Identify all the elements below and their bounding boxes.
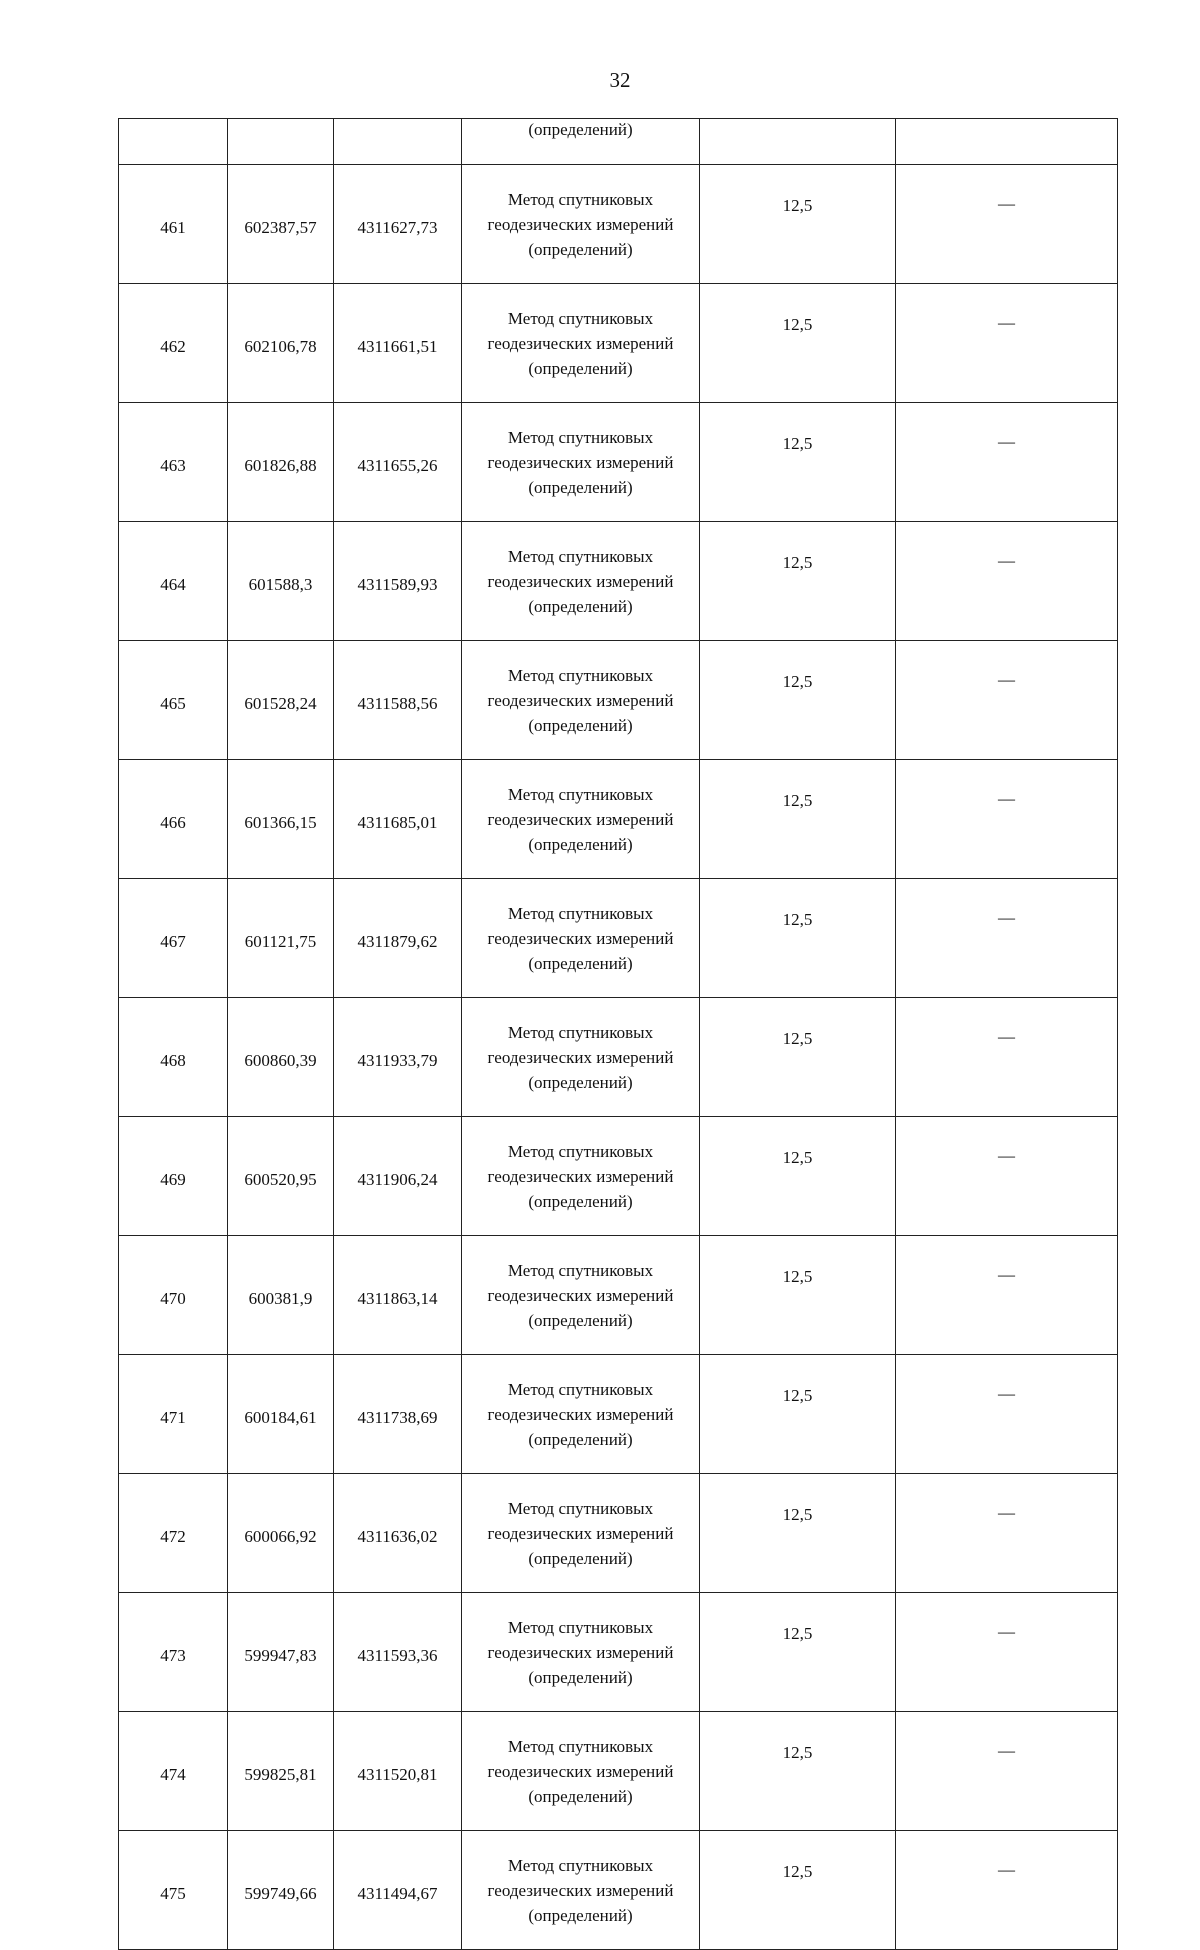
point-number: 464 bbox=[119, 522, 228, 641]
note-dash: — bbox=[896, 1712, 1118, 1831]
coord-y: 4311627,73 bbox=[334, 165, 462, 284]
method-line: Метод спутниковых bbox=[507, 903, 654, 923]
precision-value: 12,5 bbox=[700, 641, 896, 760]
method-line: Метод спутниковых bbox=[507, 784, 654, 804]
method-line: геодезических измерений bbox=[487, 1642, 674, 1662]
method-cell bbox=[462, 522, 700, 641]
note-dash: — bbox=[896, 1474, 1118, 1593]
table-row bbox=[119, 1712, 1118, 1831]
precision-value: 12,5 bbox=[700, 879, 896, 998]
coord-x: 600860,39 bbox=[228, 998, 334, 1117]
table-row bbox=[119, 1355, 1118, 1474]
coord-x: 600066,92 bbox=[228, 1474, 334, 1593]
cell-empty bbox=[228, 119, 334, 165]
method-line: геодезических измерений bbox=[487, 333, 674, 353]
method-line: Метод спутниковых bbox=[507, 1498, 654, 1518]
table-row bbox=[119, 522, 1118, 641]
precision-value: 12,5 bbox=[700, 1474, 896, 1593]
method-line: геодезических измерений bbox=[487, 809, 674, 829]
method-line: (определений) bbox=[528, 596, 633, 616]
point-number: 468 bbox=[119, 998, 228, 1117]
method-cell bbox=[462, 1355, 700, 1474]
method-cell bbox=[462, 403, 700, 522]
method-line: (определений) bbox=[528, 1548, 633, 1568]
coord-x: 599749,66 bbox=[228, 1831, 334, 1950]
table-row bbox=[119, 1593, 1118, 1712]
note-dash: — bbox=[896, 1593, 1118, 1712]
table-row bbox=[119, 1117, 1118, 1236]
point-number: 467 bbox=[119, 879, 228, 998]
coord-y: 4311879,62 bbox=[334, 879, 462, 998]
coordinates-table bbox=[118, 118, 1118, 1950]
coord-y: 4311588,56 bbox=[334, 641, 462, 760]
coord-x: 599947,83 bbox=[228, 1593, 334, 1712]
coord-x: 601366,15 bbox=[228, 760, 334, 879]
table-row bbox=[119, 760, 1118, 879]
note-dash: — bbox=[896, 998, 1118, 1117]
precision-value: 12,5 bbox=[700, 1831, 896, 1950]
method-line: Метод спутниковых bbox=[507, 1379, 654, 1399]
point-number: 474 bbox=[119, 1712, 228, 1831]
coord-x: 600184,61 bbox=[228, 1355, 334, 1474]
method-line: (определений) bbox=[528, 1310, 633, 1330]
method-line: Метод спутниковых bbox=[507, 189, 654, 209]
precision-value: 12,5 bbox=[700, 165, 896, 284]
method-line: Метод спутниковых bbox=[507, 546, 654, 566]
method-cell bbox=[462, 760, 700, 879]
coord-y: 4311863,14 bbox=[334, 1236, 462, 1355]
note-dash: — bbox=[896, 522, 1118, 641]
method-line: геодезических измерений bbox=[487, 214, 674, 234]
method-line: геодезических измерений bbox=[487, 571, 674, 591]
method-line: геодезических измерений bbox=[487, 1523, 674, 1543]
precision-value: 12,5 bbox=[700, 284, 896, 403]
method-line: геодезических измерений bbox=[487, 690, 674, 710]
method-line: Метод спутниковых bbox=[507, 1141, 654, 1161]
method-line: геодезических измерений bbox=[487, 1166, 674, 1186]
note-dash: — bbox=[896, 879, 1118, 998]
table-row bbox=[119, 1236, 1118, 1355]
method-line: (определений) bbox=[528, 477, 633, 497]
method-cell bbox=[462, 1117, 700, 1236]
coord-y: 4311636,02 bbox=[334, 1474, 462, 1593]
table-row bbox=[119, 1474, 1118, 1593]
method-cell bbox=[462, 1474, 700, 1593]
method-line: Метод спутниковых bbox=[507, 1022, 654, 1042]
note-dash: — bbox=[896, 284, 1118, 403]
coord-y: 4311933,79 bbox=[334, 998, 462, 1117]
note-dash: — bbox=[896, 1117, 1118, 1236]
method-line: (определений) bbox=[528, 1429, 633, 1449]
coord-y: 4311494,67 bbox=[334, 1831, 462, 1950]
coord-x: 599825,81 bbox=[228, 1712, 334, 1831]
table-row bbox=[119, 998, 1118, 1117]
coord-x: 601826,88 bbox=[228, 403, 334, 522]
coord-x: 600520,95 bbox=[228, 1117, 334, 1236]
method-line: Метод спутниковых bbox=[507, 1736, 654, 1756]
cell-empty bbox=[700, 119, 896, 165]
coord-x: 600381,9 bbox=[228, 1236, 334, 1355]
table-row bbox=[119, 641, 1118, 760]
method-cell bbox=[462, 998, 700, 1117]
continuation-row bbox=[119, 119, 1118, 165]
method-line: геодезических измерений bbox=[487, 1047, 674, 1067]
coord-y: 4311906,24 bbox=[334, 1117, 462, 1236]
point-number: 471 bbox=[119, 1355, 228, 1474]
method-line: геодезических измерений bbox=[487, 1880, 674, 1900]
method-line: (определений) bbox=[528, 1905, 633, 1925]
table-row bbox=[119, 165, 1118, 284]
point-number: 472 bbox=[119, 1474, 228, 1593]
method-line: Метод спутниковых bbox=[507, 1617, 654, 1637]
precision-value: 12,5 bbox=[700, 1355, 896, 1474]
precision-value: 12,5 bbox=[700, 1236, 896, 1355]
method-line: геодезических измерений bbox=[487, 1404, 674, 1424]
precision-value: 12,5 bbox=[700, 1117, 896, 1236]
point-number: 465 bbox=[119, 641, 228, 760]
coord-x: 601121,75 bbox=[228, 879, 334, 998]
method-cell bbox=[462, 879, 700, 998]
precision-value: 12,5 bbox=[700, 1593, 896, 1712]
method-cell bbox=[462, 1236, 700, 1355]
coord-y: 4311661,51 bbox=[334, 284, 462, 403]
method-line: геодезических измерений bbox=[487, 452, 674, 472]
coord-y: 4311655,26 bbox=[334, 403, 462, 522]
method-line: (определений) bbox=[528, 834, 633, 854]
precision-value: 12,5 bbox=[700, 998, 896, 1117]
method-line: (определений) bbox=[528, 1786, 633, 1806]
method-line: Метод спутниковых bbox=[507, 1855, 654, 1875]
method-cell bbox=[462, 165, 700, 284]
precision-value: 12,5 bbox=[700, 522, 896, 641]
table-row bbox=[119, 284, 1118, 403]
table-row bbox=[119, 403, 1118, 522]
coord-y: 4311738,69 bbox=[334, 1355, 462, 1474]
coord-y: 4311593,36 bbox=[334, 1593, 462, 1712]
point-number: 469 bbox=[119, 1117, 228, 1236]
method-line: (определений) bbox=[528, 358, 633, 378]
coord-x: 602106,78 bbox=[228, 284, 334, 403]
coord-y: 4311520,81 bbox=[334, 1712, 462, 1831]
note-dash: — bbox=[896, 760, 1118, 879]
point-number: 473 bbox=[119, 1593, 228, 1712]
coord-x: 601588,3 bbox=[228, 522, 334, 641]
method-line: (определений) bbox=[528, 1191, 633, 1211]
point-number: 461 bbox=[119, 165, 228, 284]
method-line: (определений) bbox=[528, 1667, 633, 1687]
method-line: (определений) bbox=[528, 239, 633, 259]
page-number: 32 bbox=[609, 68, 631, 92]
note-dash: — bbox=[896, 1236, 1118, 1355]
cell-empty bbox=[896, 119, 1118, 165]
method-line: Метод спутниковых bbox=[507, 427, 654, 447]
method-cell bbox=[462, 641, 700, 760]
precision-value: 12,5 bbox=[700, 1712, 896, 1831]
method-cell bbox=[462, 1593, 700, 1712]
method-cell bbox=[462, 284, 700, 403]
note-dash: — bbox=[896, 165, 1118, 284]
method-line: геодезических измерений bbox=[487, 1761, 674, 1781]
method-line: геодезических измерений bbox=[487, 1285, 674, 1305]
precision-value: 12,5 bbox=[700, 403, 896, 522]
method-line: (определений) bbox=[528, 1072, 633, 1092]
note-dash: — bbox=[896, 1355, 1118, 1474]
coord-y: 4311589,93 bbox=[334, 522, 462, 641]
method-line: Метод спутниковых bbox=[507, 1260, 654, 1280]
note-dash: — bbox=[896, 403, 1118, 522]
method-line: геодезических измерений bbox=[487, 928, 674, 948]
coord-x: 601528,24 bbox=[228, 641, 334, 760]
method-line: Метод спутниковых bbox=[507, 308, 654, 328]
coord-x: 602387,57 bbox=[228, 165, 334, 284]
method-cell bbox=[462, 1831, 700, 1950]
note-dash: — bbox=[896, 641, 1118, 760]
method-line: Метод спутниковых bbox=[507, 665, 654, 685]
point-number: 466 bbox=[119, 760, 228, 879]
precision-value: 12,5 bbox=[700, 760, 896, 879]
cell-empty bbox=[334, 119, 462, 165]
cell-empty bbox=[119, 119, 228, 165]
point-number: 475 bbox=[119, 1831, 228, 1950]
coord-y: 4311685,01 bbox=[334, 760, 462, 879]
method-line: (определений) bbox=[528, 715, 633, 735]
method-continuation: (определений) bbox=[462, 119, 700, 165]
point-number: 463 bbox=[119, 403, 228, 522]
method-cell bbox=[462, 1712, 700, 1831]
note-dash: — bbox=[896, 1831, 1118, 1950]
point-number: 462 bbox=[119, 284, 228, 403]
table-row bbox=[119, 1831, 1118, 1950]
method-line: (определений) bbox=[528, 953, 633, 973]
table-row bbox=[119, 879, 1118, 998]
point-number: 470 bbox=[119, 1236, 228, 1355]
